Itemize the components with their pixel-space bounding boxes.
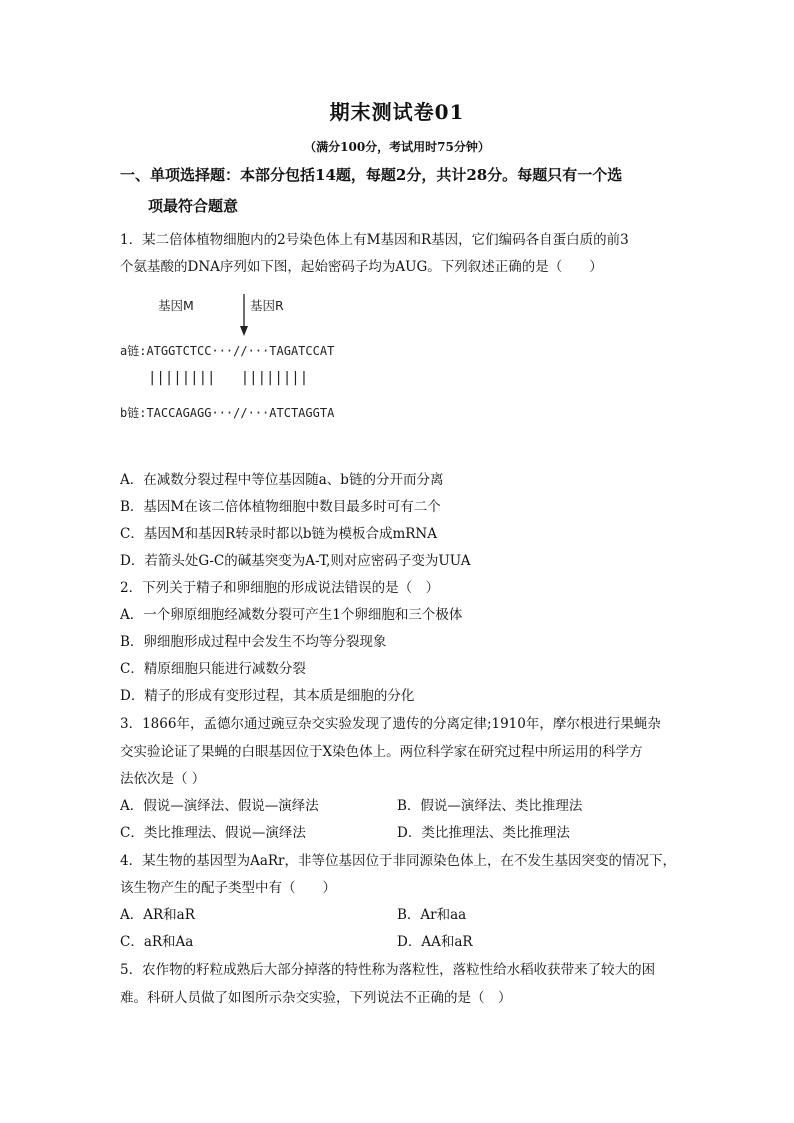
q2-stem: 2．下列关于精子和卵细胞的形成说法错误的是（ ） [120,580,440,596]
q3-stem-line1: 3．1866年，孟德尔通过豌豆杂交实验发现了遗传的分离定律;1910年，摩尔根进行果蝇杂 [120,716,661,732]
q2-option-a[interactable]: A．一个卵原细胞经减数分裂可产生1个卵细胞和三个极体 [120,607,463,623]
q2-option-b[interactable]: B．卵细胞形成过程中会发生不均等分裂现象 [120,634,387,650]
q1-option-c[interactable]: C．基因M和基因R转录时都以b链为模板合成mRNA [120,526,437,542]
q1-option-a[interactable]: A．在减数分裂过程中等位基因随a、b链的分开而分离 [120,472,444,488]
q4-stem-line1: 4．某生物的基因型为AaRr，非等位基因位于非同源染色体上，在不发生基因突变的情况下， [120,853,677,869]
q5-stem-line1: 5．农作物的籽粒成熟后大部分掉落的特性称为落粒性，落粒性给水稻收获带来了较大的困 [120,962,656,978]
q3-stem-line3: 法依次是（ ） [120,771,206,787]
section-heading-line1: 一、单项选择题：本部分包括14题，每题2分，共计28分。每题只有一个选 [120,166,623,184]
q1-option-d[interactable]: D．若箭头处G-C的碱基突变为A-T,则对应密码子变为UUA [120,553,471,569]
q2-option-c[interactable]: C．精原细胞只能进行减数分裂 [120,661,306,677]
chain-a-sequence: a链:ATGGTCTCC···//···TAGATCCAT [120,344,335,358]
gene-r-label: 基因R [250,298,284,313]
q3-option-b[interactable]: B．假说—演绎法、类比推理法 [397,798,583,814]
q4-option-d[interactable]: D．AA和aR [397,934,473,950]
q4-option-b[interactable]: B．Ar和aa [397,907,467,923]
q2-option-d[interactable]: D．精子的形成有变形过程，其本质是细胞的分化 [120,688,415,704]
section-heading-line2: 项最符合题意 [148,197,239,215]
q5-stem-line2: 难。科研人员做了如图所示杂交实验，下列说法不正确的是（ ） [120,990,512,1006]
q3-option-a[interactable]: A．假说—演绎法、假说—演绎法 [120,798,319,814]
section-heading [120,160,680,222]
q3-option-c[interactable]: C．类比推理法、假说—演绎法 [120,825,306,841]
base-pair-bars: |||||||| |||||||| [148,370,309,386]
chain-b-sequence: b链:TACCAGAGG···//···ATCTAGGTA [120,406,335,420]
gene-m-label: 基因M [158,298,194,313]
q1-option-b[interactable]: B．基因M在该二倍体植物细胞中数目最多时可有二个 [120,499,441,515]
q3-option-d[interactable]: D．类比推理法、类比推理法 [397,825,570,841]
page-subtitle: （满分100分，考试用时75分钟） [304,140,490,154]
q1-stem-line1: 1．某二倍体植物细胞内的2号染色体上有M基因和R基因，它们编码各自蛋白质的前3 [120,232,629,248]
dna-sequence-diagram [120,290,335,430]
q4-option-c[interactable]: C．aR和Aa [120,934,194,950]
q4-stem-line2: 该生物产生的配子类型中有（ ） [120,880,336,896]
q3-stem-line2: 交实验论证了果蝇的白眼基因位于X染色体上。两位科学家在研究过程中所运用的科学方 [120,744,643,760]
q4-option-a[interactable]: A．AR和aR [120,907,195,923]
page-title: 期末测试卷01 [329,100,465,124]
q1-stem-line2: 个氨基酸的DNA序列如下图，起始密码子均为AUG。下列叙述正确的是（ ） [120,259,603,275]
